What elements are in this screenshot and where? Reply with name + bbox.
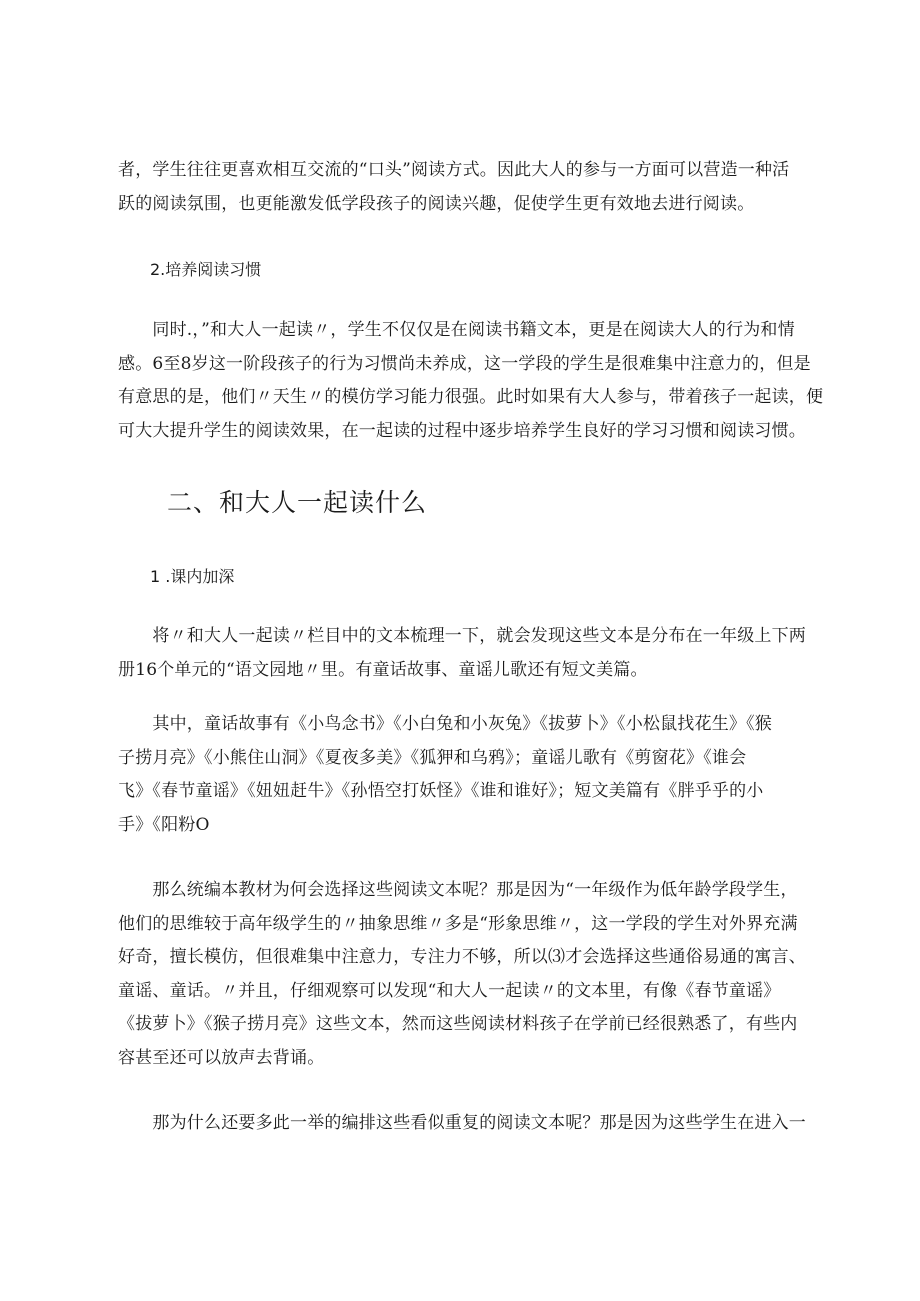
paragraph-line: 子捞月亮》《小熊住山洞》《夏夜多美》《狐狎和乌鸦》；童谣儿歌有《剪窗花》《谁会: [118, 747, 747, 768]
paragraph-line: 飞》《春节童谣》《妞妞赶牛》《孙悟空打妖怪》《谁和谁好》；短文美篇有《胖乎乎的小: [118, 781, 764, 802]
paragraph-reading-habits: [118, 314, 824, 448]
paragraph-line: 同时.，”和大人一起读〃，学生不仅仅是在阅读书籍文本，更是在阅读大人的行为和情: [118, 320, 795, 340]
paragraph-line: 者，学生往往更喜欢相互交流的“口头”阅读方式。因此大人的参与一方面可以营造一种活: [118, 160, 790, 180]
paragraph-line: 有意思的是，他们〃天生〃的模仿学习能力很强。此时如果有大人参与，带着孩子一起读，便: [118, 387, 824, 408]
paragraph-line: 那么统编本教材为何会选择这些阅读文本呢？那是因为“一年级作为低年龄学段学生，: [118, 880, 798, 900]
paragraph-line: 册16个单元的“语文园地〃里。有童话故事、童谣儿歌还有短文美篇。: [118, 659, 648, 680]
paragraph-line: 那为什么还要多此一举的编排这些看似重复的阅读文本呢？那是因为这些学生在进入一: [118, 1113, 806, 1133]
paragraph-line: 感。6至8岁这一阶段孩子的行为习惯尚未养成，这一学段的学生是很难集中注意力的，但是: [118, 353, 811, 374]
paragraph-line: 跃的阅读氛围，也更能激发低学段孩子的阅读兴趣，促使学生更有效地去进行阅读。: [118, 193, 755, 214]
paragraph-repeated-texts: [118, 1107, 818, 1141]
paragraph-line: 他们的思维较于高年级学生的〃抽象思维〃多是“形象思维〃，这一学段的学生对外界充满: [118, 913, 798, 934]
paragraph-text-distribution: [118, 620, 818, 687]
paragraph-line: 容甚至还可以放声去背诵。: [118, 1047, 325, 1068]
paragraph-text-list: [118, 708, 818, 842]
paragraph-reading-atmosphere: [118, 154, 818, 221]
paragraph-line: 《拔萝卜》《猴子捞月亮》这些文本，然而这些阅读材料孩子在学前已经很熟悉了，有些内: [118, 1014, 798, 1035]
paragraph-line: 好奇，擅长模仿，但很难集中注意力，专注力不够，所以⑶才会选择这些通俗易通的寓言、: [118, 947, 806, 968]
paragraph-line: 可大大提升学生的阅读效果，在一起读的过程中逐步培养学生良好的学习习惯和阅读习惯。: [118, 420, 806, 441]
paragraph-line: 童谣、童话。〃并且，仔细观察可以发现“和大人一起读〃的文本里，有像《春节童谣》: [118, 980, 781, 1001]
paragraph-why-these-texts: [118, 874, 818, 1076]
subheading-reading-habits: 2.培养阅读习惯: [150, 260, 262, 279]
paragraph-line: 其中，童话故事有《小鸟念书》《小白兔和小灰兔》《拔萝卜》《小松鼠找花生》《猴: [118, 714, 772, 734]
paragraph-line: 将〃和大人一起读〃栏目中的文本梳理一下，就会发现这些文本是分布在一年级上下两: [118, 626, 806, 646]
subheading-in-class: 1 .课内加深: [150, 567, 235, 586]
paragraph-line: 手》《阳粉O: [118, 814, 210, 835]
section-heading: 二、和大人一起读什么: [167, 488, 428, 517]
